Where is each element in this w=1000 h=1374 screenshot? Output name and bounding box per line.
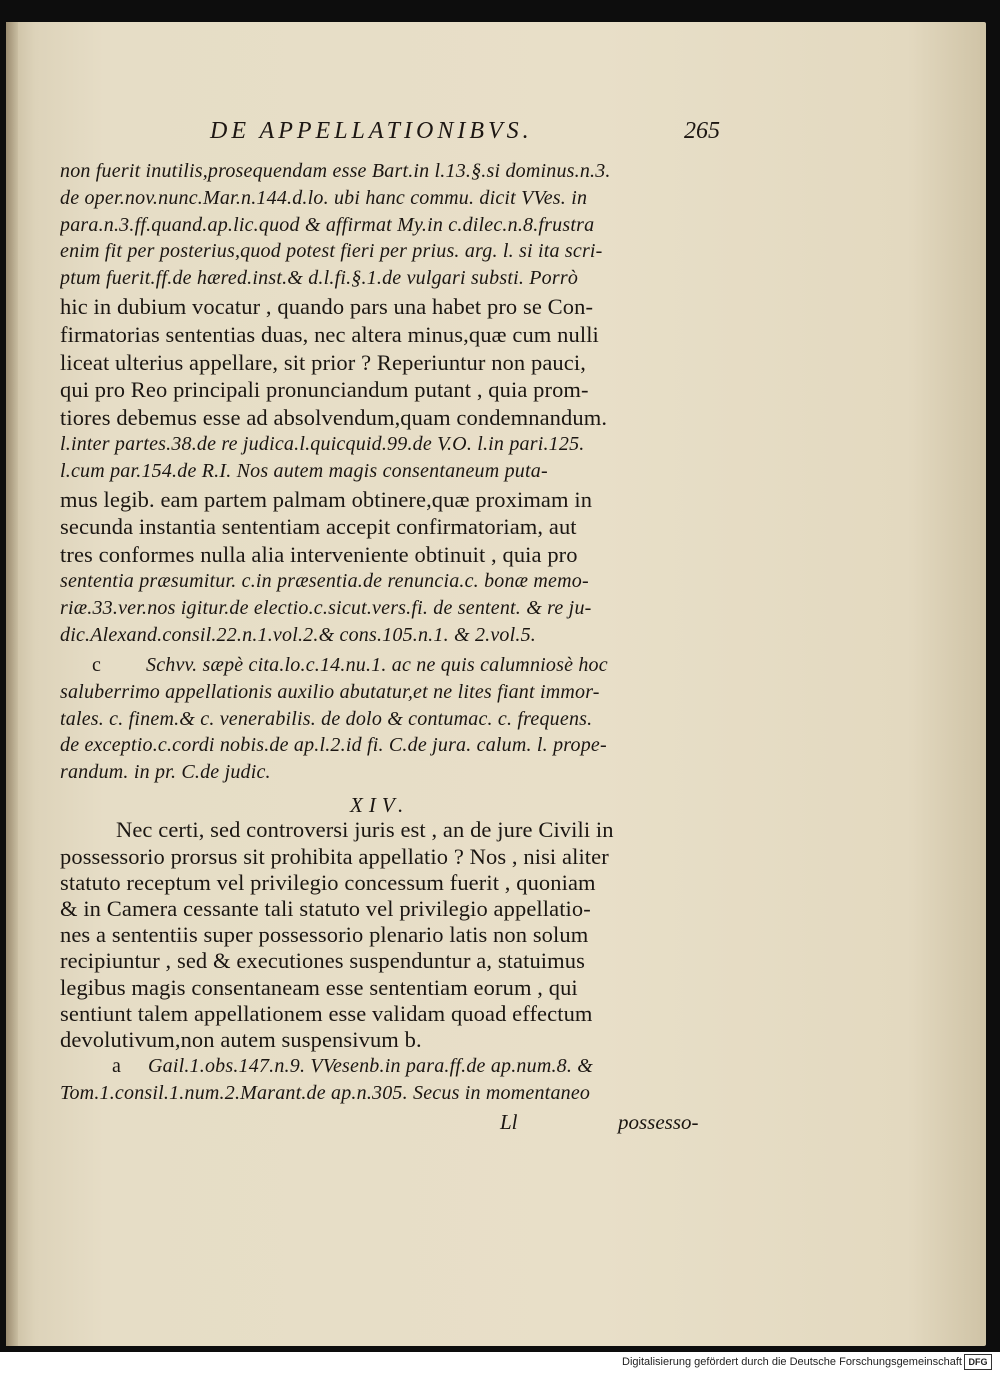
section-heading: XIV. [350,793,410,818]
footnote-line: Schvv. sæpè cita.lo.c.14.nu.1. ac ne quis calumniosè hoc [146,654,608,677]
footnote-line: randum. in pr. C.de judic. [60,760,271,783]
text-line: mus legib. eam partem palmam obtinere,quæ proximam in [60,486,593,512]
signature-mark: Ll [500,1110,518,1135]
footnote-mark-a: a [112,1055,121,1078]
text-line: possessorio prorsus sit prohibita appellatio ? Nos , nisi aliter [60,843,609,869]
footnote-line: Tom.1.consil.1.num.2.Marant.de ap.n.305. Secus in momentaneo [60,1081,591,1104]
footnote-mark-c: c [92,654,101,677]
dfg-logo: DFG [964,1354,992,1370]
text-line: & in Camera cessante tali statuto vel privilegio appellatio- [60,896,591,921]
footnote-line: de exceptio.c.cordi nobis.de ap.l.2.id fi. C.de jura. calum. l. prope- [60,734,607,757]
running-title: DE APPELLATIONIBVS. [210,118,533,144]
text-line: sentiunt talem appellationem esse validam quoad effectum [60,1000,593,1026]
text-line: de oper.nov.nunc.Mar.n.144.d.lo. ubi hanc commu. dicit VVes. in [60,186,588,209]
text-line: secunda instantia sententiam accepit confirmatoriam, aut [60,514,577,540]
text-line: enim fit per posterius,quod potest fieri per prius. arg. l. si ita scri- [60,240,603,263]
digitization-credit: Digitalisierung gefördert durch die Deutsche Forschungsgemeinschaft [622,1356,962,1368]
text-line: para.n.3.ff.quand.ap.lic.quod & affirmat My.in c.dilec.n.8.frustra [60,213,595,236]
text-line: ptum fuerit.ff.de hæred.inst.& d.l.fi.§.1.de vulgari substi. Porrò [60,267,579,290]
text-line: qui pro Reo principali pronunciandum putant , quia prom- [60,377,589,403]
footnote-line: tales. c. finem.& c. venerabilis. de dolo & contumac. c. frequens. [60,707,593,730]
text-line: Nec certi, sed controversi juris est , an de jure Civili in [116,817,614,843]
text-line: firmatorias sententias duas, nec altera minus,quæ cum nulli [60,321,599,347]
text-line: nes a sententiis super possessorio plenario latis non solum [60,922,589,948]
footnote-line: saluberrimo appellationis auxilio abutatur,et ne lites fiant immor- [60,681,600,703]
catchword: possesso- [618,1110,699,1135]
page-header [60,118,720,152]
text-line: hic in dubium vocatur , quando pars una habet pro se Con- [60,294,594,319]
text-line: sententia præsumitur. c.in præsentia.de renuncia.c. bonæ memo- [60,570,589,592]
text-line: statuto receptum vel privilegio concessum fuerit , quoniam [60,869,596,895]
text-line: l.inter partes.38.de re judica.l.quicquid.99.de V.O. l.in pari.125. [60,433,585,455]
footnote-line: Gail.1.obs.147.n.9. VVesenb.in para.ff.de ap.num.8. & [148,1055,594,1078]
text-line: liceat ulterius appellare, sit prior ? Reperiuntur non pauci, [60,349,586,375]
text-line: non fuerit inutilis,prosequendam esse Bart.in l.13.§.si dominus.n.3. [60,160,611,182]
text-line: legibus magis consentaneam esse sententiam eorum , qui [60,974,578,1000]
text-line: tiores debemus esse ad absolvendum,quam condemnandum. [60,405,608,431]
text-line: recipiuntur , sed & executiones suspenduntur a, statuimus [60,948,585,974]
text-line: riæ.33.ver.nos igitur.de electio.c.sicut.vers.fi. de sentent. & re ju- [60,596,592,619]
text-line: devolutivum,non autem suspensivum b. [60,1027,422,1052]
page-gutter [6,22,18,1346]
text-line: dic.Alexand.consil.22.n.1.vol.2.& cons.105.n.1. & 2.vol.5. [60,623,536,646]
text-line: l.cum par.154.de R.I. Nos autem magis consentaneum puta- [60,459,548,482]
page-number: 265 [684,118,720,144]
text-line: tres conformes nulla alia interveniente obtinuit , quia pro [60,542,578,568]
